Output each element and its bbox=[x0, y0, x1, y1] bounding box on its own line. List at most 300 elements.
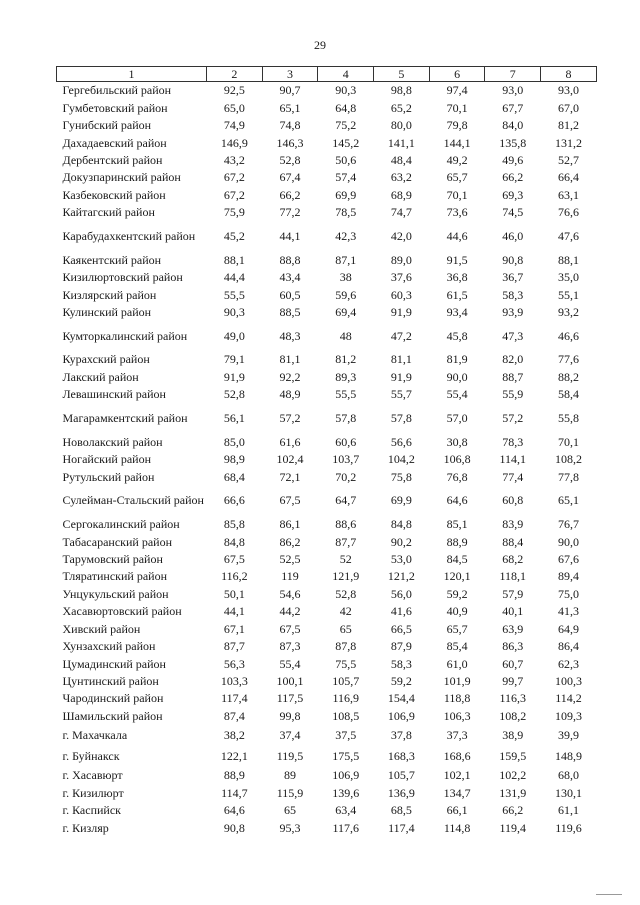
table-row bbox=[57, 304, 597, 321]
row-name-cell: Лакский район bbox=[62, 369, 139, 384]
value-cell-col4: 38 bbox=[339, 270, 352, 285]
value-cell-col6: 168,6 bbox=[443, 749, 471, 764]
row-name-cell: Хунзахский район bbox=[62, 639, 156, 654]
value-cell-col8: 68,0 bbox=[557, 768, 579, 783]
value-cell-col3: 54,6 bbox=[279, 586, 301, 601]
value-cell-col3: 52,5 bbox=[279, 551, 301, 566]
table-row bbox=[57, 516, 597, 533]
value-cell-col6: 49,2 bbox=[446, 152, 468, 167]
value-cell-col5: 69,9 bbox=[390, 493, 412, 508]
table-body bbox=[57, 82, 597, 837]
row-name-cell: Курахский район bbox=[62, 352, 150, 367]
value-cell-col7: 38,9 bbox=[502, 728, 524, 743]
value-cell-col4: 60,6 bbox=[335, 434, 357, 449]
value-cell-col6: 65,7 bbox=[446, 621, 468, 636]
value-cell-col4: 69,9 bbox=[335, 187, 357, 202]
value-cell-col2: 90,8 bbox=[223, 820, 245, 835]
value-cell-col5: 91,9 bbox=[390, 369, 412, 384]
value-cell-col3: 119,5 bbox=[276, 749, 304, 764]
value-cell-col4: 63,4 bbox=[335, 803, 357, 818]
value-cell-col8: 58,4 bbox=[557, 387, 579, 402]
value-cell-col6: 36,8 bbox=[446, 270, 468, 285]
value-cell-col7: 40,1 bbox=[502, 604, 524, 619]
row-name-cell: Хасавюртовский район bbox=[62, 604, 182, 619]
value-cell-col3: 90,7 bbox=[279, 83, 301, 98]
value-cell-col7: 88,7 bbox=[502, 369, 524, 384]
value-cell-col7: 93,9 bbox=[502, 305, 524, 320]
value-cell-col7: 82,0 bbox=[502, 352, 524, 367]
value-cell-col8: 109,3 bbox=[554, 708, 582, 723]
value-cell-col4: 55,5 bbox=[335, 387, 357, 402]
value-cell-col7: 68,2 bbox=[502, 551, 524, 566]
value-cell-col6: 118,8 bbox=[443, 691, 471, 706]
value-cell-col6: 79,8 bbox=[446, 118, 468, 133]
table-row bbox=[57, 134, 597, 151]
value-cell-col8: 90,0 bbox=[557, 534, 579, 549]
value-cell-col3: 117,5 bbox=[276, 691, 304, 706]
value-cell-col2: 103,3 bbox=[220, 674, 248, 689]
value-cell-col4: 103,7 bbox=[332, 452, 360, 467]
value-cell-col7: 66,2 bbox=[502, 170, 524, 185]
value-cell-col2: 84,8 bbox=[223, 534, 245, 549]
value-cell-col5: 57,8 bbox=[390, 411, 412, 426]
value-cell-col6: 57,0 bbox=[446, 411, 468, 426]
value-cell-col8: 66,4 bbox=[557, 170, 579, 185]
table-row bbox=[57, 819, 597, 836]
row-name-cell: Карабудахкентский район bbox=[62, 229, 196, 243]
value-cell-col6: 76,8 bbox=[446, 469, 468, 484]
value-cell-col4: 145,2 bbox=[332, 135, 360, 150]
value-cell-col6: 37,3 bbox=[446, 728, 468, 743]
value-cell-col8: 52,7 bbox=[557, 152, 579, 167]
value-cell-col8: 88,1 bbox=[557, 252, 579, 267]
value-cell-col3: 119 bbox=[281, 569, 299, 584]
row-name-cell: Тарумовский район bbox=[62, 551, 163, 566]
value-cell-col5: 63,2 bbox=[390, 170, 412, 185]
value-cell-col5: 59,2 bbox=[390, 674, 412, 689]
value-cell-col8: 148,9 bbox=[554, 749, 582, 764]
header-cell-8: 8 bbox=[541, 67, 597, 82]
value-cell-col7: 118,1 bbox=[499, 569, 527, 584]
table-row bbox=[57, 82, 597, 100]
value-cell-col2: 44,4 bbox=[223, 270, 245, 285]
value-cell-col2: 74,9 bbox=[223, 118, 245, 133]
value-cell-col2: 92,5 bbox=[223, 83, 245, 98]
table-row bbox=[57, 404, 597, 434]
value-cell-col8: 77,6 bbox=[557, 352, 579, 367]
value-cell-col3: 81,1 bbox=[279, 352, 301, 367]
value-cell-col4: 57,4 bbox=[335, 170, 357, 185]
value-cell-col6: 97,4 bbox=[446, 83, 468, 98]
value-cell-col4: 116,9 bbox=[332, 691, 359, 706]
value-cell-col2: 116,2 bbox=[221, 569, 248, 584]
value-cell-col7: 69,3 bbox=[502, 187, 524, 202]
row-name-cell: Ногайский район bbox=[62, 452, 152, 467]
value-cell-col6: 134,7 bbox=[443, 785, 471, 800]
value-cell-col3: 146,3 bbox=[276, 135, 304, 150]
value-cell-col2: 43,2 bbox=[223, 152, 245, 167]
value-cell-col3: 48,3 bbox=[279, 328, 301, 343]
value-cell-col6: 66,1 bbox=[446, 803, 468, 818]
row-name-cell: Новолакский район bbox=[62, 434, 163, 449]
value-cell-col7: 57,9 bbox=[502, 586, 524, 601]
value-cell-col2: 90,3 bbox=[223, 305, 245, 320]
value-cell-col7: 49,6 bbox=[502, 152, 524, 167]
value-cell-col6: 102,1 bbox=[443, 768, 471, 783]
value-cell-col3: 102,4 bbox=[276, 452, 304, 467]
value-cell-col5: 74,7 bbox=[390, 205, 412, 220]
header-row bbox=[57, 67, 597, 82]
value-cell-col5: 90,2 bbox=[390, 534, 412, 549]
table-row bbox=[57, 785, 597, 802]
value-cell-col5: 56,0 bbox=[390, 586, 412, 601]
value-cell-col2: 88,1 bbox=[223, 252, 245, 267]
row-name-cell: г. Хасавюрт bbox=[62, 768, 123, 783]
value-cell-col2: 56,1 bbox=[223, 411, 245, 426]
value-cell-col4: 87,1 bbox=[335, 252, 357, 267]
value-cell-col6: 101,9 bbox=[443, 674, 471, 689]
value-cell-col8: 55,8 bbox=[557, 411, 579, 426]
value-cell-col4: 87,7 bbox=[335, 534, 357, 549]
value-cell-col5: 56,6 bbox=[390, 434, 412, 449]
row-name-cell: Дербентский район bbox=[62, 152, 163, 167]
value-cell-col2: 117,4 bbox=[221, 691, 248, 706]
value-cell-col4: 65 bbox=[339, 621, 352, 636]
header-cell-3: 3 bbox=[262, 67, 318, 82]
value-cell-col8: 119,6 bbox=[555, 820, 582, 835]
value-cell-col2: 68,4 bbox=[223, 469, 245, 484]
value-cell-col2: 122,1 bbox=[220, 749, 248, 764]
value-cell-col8: 67,0 bbox=[557, 100, 579, 115]
value-cell-col5: 106,9 bbox=[387, 708, 415, 723]
value-cell-col2: 66,6 bbox=[223, 493, 245, 508]
value-cell-col8: 131,2 bbox=[554, 135, 582, 150]
value-cell-col7: 77,4 bbox=[502, 469, 524, 484]
table-row bbox=[57, 386, 597, 403]
value-cell-col8: 64,9 bbox=[557, 621, 579, 636]
value-cell-col3: 67,4 bbox=[279, 170, 301, 185]
table-row bbox=[57, 802, 597, 819]
value-cell-col7: 74,5 bbox=[502, 205, 524, 220]
row-name-cell: Рутульский район bbox=[62, 469, 155, 484]
value-cell-col5: 136,9 bbox=[387, 785, 415, 800]
row-name-cell: Кизлярский район bbox=[62, 287, 157, 302]
value-cell-col3: 65,1 bbox=[279, 100, 301, 115]
value-cell-col6: 91,5 bbox=[446, 252, 468, 267]
value-cell-col7: 108,2 bbox=[499, 708, 527, 723]
value-cell-col3: 86,2 bbox=[279, 534, 301, 549]
value-cell-col3: 99,8 bbox=[279, 708, 301, 723]
table-row bbox=[57, 321, 597, 351]
value-cell-col7: 46,0 bbox=[502, 229, 524, 243]
value-cell-col2: 56,3 bbox=[223, 656, 245, 671]
value-cell-col4: 106,9 bbox=[332, 768, 360, 783]
value-cell-col8: 130,1 bbox=[554, 785, 582, 800]
value-cell-col8: 70,1 bbox=[557, 434, 579, 449]
value-cell-col5: 47,2 bbox=[390, 328, 412, 343]
row-name-cell: Табасаранский район bbox=[62, 534, 173, 549]
value-cell-col7: 60,7 bbox=[502, 656, 524, 671]
value-cell-col3: 74,8 bbox=[279, 118, 301, 133]
value-cell-col7: 119,4 bbox=[499, 820, 527, 835]
row-name-cell: Гумбетовский район bbox=[62, 100, 168, 115]
value-cell-col7: 114,1 bbox=[499, 452, 527, 467]
row-name-cell: г. Махачкала bbox=[62, 728, 128, 743]
table-row bbox=[57, 468, 597, 485]
value-cell-col5: 154,4 bbox=[387, 691, 415, 706]
value-cell-col6: 65,7 bbox=[446, 170, 468, 185]
value-cell-col7: 55,9 bbox=[502, 387, 524, 402]
value-cell-col7: 60,8 bbox=[502, 493, 524, 508]
row-name-cell: г. Каспийск bbox=[62, 803, 121, 818]
table-row bbox=[57, 222, 597, 252]
table-row bbox=[57, 551, 597, 568]
table-row bbox=[57, 746, 597, 767]
value-cell-col3: 44,2 bbox=[279, 604, 301, 619]
value-cell-col3: 88,8 bbox=[279, 252, 301, 267]
table-row bbox=[57, 269, 597, 286]
scan-edge-mark bbox=[596, 894, 622, 895]
value-cell-col2: 67,2 bbox=[223, 187, 245, 202]
value-cell-col5: 55,7 bbox=[390, 387, 412, 402]
table-row bbox=[57, 533, 597, 550]
value-cell-col6: 93,4 bbox=[446, 305, 468, 320]
value-cell-col8: 100,3 bbox=[554, 674, 582, 689]
value-cell-col7: 83,9 bbox=[502, 517, 524, 532]
header-cell-2: 2 bbox=[207, 67, 263, 82]
row-name-cell: Левашинский район bbox=[62, 387, 166, 402]
value-cell-col7: 78,3 bbox=[502, 434, 524, 449]
table-row bbox=[57, 708, 597, 725]
value-cell-col5: 41,6 bbox=[390, 604, 412, 619]
value-cell-col5: 121,2 bbox=[387, 569, 415, 584]
value-cell-col5: 117,4 bbox=[388, 820, 415, 835]
row-name-cell: Тляратинский район bbox=[62, 569, 168, 584]
value-cell-col5: 141,1 bbox=[387, 135, 415, 150]
value-cell-col2: 67,2 bbox=[223, 170, 245, 185]
value-cell-col3: 43,4 bbox=[279, 270, 301, 285]
value-cell-col3: 89 bbox=[284, 768, 297, 783]
table-row bbox=[57, 486, 597, 516]
table-row bbox=[57, 621, 597, 638]
value-cell-col8: 35,0 bbox=[557, 270, 579, 285]
value-cell-col7: 67,7 bbox=[502, 100, 524, 115]
value-cell-col5: 42,0 bbox=[390, 229, 412, 243]
value-cell-col4: 89,3 bbox=[335, 369, 357, 384]
row-name-cell: Цунтинский район bbox=[62, 674, 159, 689]
value-cell-col4: 175,5 bbox=[332, 749, 360, 764]
value-cell-col2: 49,0 bbox=[223, 328, 245, 343]
value-cell-col2: 45,2 bbox=[223, 229, 245, 243]
value-cell-col4: 108,5 bbox=[332, 708, 360, 723]
value-cell-col7: 36,7 bbox=[502, 270, 524, 285]
value-cell-col3: 48,9 bbox=[279, 387, 301, 402]
table-row bbox=[57, 152, 597, 169]
header-cell-7: 7 bbox=[485, 67, 541, 82]
header-cell-6: 6 bbox=[429, 67, 485, 82]
table-header bbox=[57, 67, 597, 82]
value-cell-col3: 100,1 bbox=[276, 674, 304, 689]
value-cell-col6: 70,1 bbox=[446, 100, 468, 115]
value-cell-col8: 63,1 bbox=[557, 187, 579, 202]
row-name-cell: Дахадаевский район bbox=[62, 135, 167, 150]
value-cell-col7: 66,2 bbox=[502, 803, 524, 818]
value-cell-col3: 115,9 bbox=[276, 785, 304, 800]
value-cell-col8: 89,4 bbox=[557, 569, 579, 584]
row-name-cell: Сергокалинский район bbox=[62, 517, 180, 532]
row-name-cell: Кайтагский район bbox=[62, 205, 155, 220]
table-row bbox=[57, 451, 597, 468]
header-cell-4: 4 bbox=[318, 67, 374, 82]
value-cell-col5: 66,5 bbox=[390, 621, 412, 636]
row-name-cell: Казбековский район bbox=[62, 187, 166, 202]
value-cell-col6: 40,9 bbox=[446, 604, 468, 619]
value-cell-col7: 135,8 bbox=[499, 135, 527, 150]
value-cell-col5: 104,2 bbox=[387, 452, 415, 467]
table-row bbox=[57, 673, 597, 690]
value-cell-col6: 106,8 bbox=[443, 452, 471, 467]
value-cell-col2: 87,7 bbox=[223, 639, 245, 654]
table-row bbox=[57, 351, 597, 368]
value-cell-col4: 52 bbox=[339, 551, 352, 566]
value-cell-col4: 87,8 bbox=[335, 639, 357, 654]
value-cell-col2: 50,1 bbox=[223, 586, 245, 601]
value-cell-col5: 168,3 bbox=[387, 749, 415, 764]
value-cell-col6: 84,5 bbox=[446, 551, 468, 566]
value-cell-col5: 65,2 bbox=[390, 100, 412, 115]
row-name-cell: Унцукульский район bbox=[62, 586, 169, 601]
value-cell-col4: 139,6 bbox=[332, 785, 360, 800]
value-cell-col5: 60,3 bbox=[390, 287, 412, 302]
value-cell-col4: 64,7 bbox=[335, 493, 357, 508]
table-row bbox=[57, 767, 597, 784]
row-name-cell: Хивский район bbox=[62, 621, 141, 636]
page-number: 29 bbox=[314, 38, 326, 52]
value-cell-col2: 85,0 bbox=[223, 434, 245, 449]
value-cell-col3: 95,3 bbox=[279, 820, 301, 835]
value-cell-col7: 93,0 bbox=[502, 83, 524, 98]
value-cell-col7: 63,9 bbox=[502, 621, 524, 636]
header-cell-5: 5 bbox=[374, 67, 430, 82]
value-cell-col7: 86,3 bbox=[502, 639, 524, 654]
table-row bbox=[57, 99, 597, 116]
value-cell-col4: 70,2 bbox=[335, 469, 357, 484]
value-cell-col8: 108,2 bbox=[554, 452, 582, 467]
row-name-cell: Цумадинский район bbox=[62, 656, 166, 671]
value-cell-col4: 90,3 bbox=[335, 83, 357, 98]
value-cell-col8: 39,9 bbox=[557, 728, 579, 743]
value-cell-col7: 57,2 bbox=[502, 411, 524, 426]
value-cell-col6: 61,5 bbox=[446, 287, 468, 302]
row-name-cell: г. Буйнакск bbox=[62, 749, 120, 764]
row-name-cell: г. Кизляр bbox=[62, 820, 109, 835]
table-row bbox=[57, 369, 597, 386]
value-cell-col5: 37,8 bbox=[390, 728, 412, 743]
value-cell-col4: 42 bbox=[339, 604, 352, 619]
value-cell-col4: 52,8 bbox=[335, 586, 357, 601]
row-name-cell: Кулинский район bbox=[62, 305, 152, 320]
value-cell-col2: 67,1 bbox=[223, 621, 245, 636]
table-row bbox=[57, 187, 597, 204]
value-cell-col5: 48,4 bbox=[390, 152, 412, 167]
value-cell-col3: 61,6 bbox=[279, 434, 301, 449]
value-cell-col8: 75,0 bbox=[557, 586, 579, 601]
value-cell-col7: 131,9 bbox=[499, 785, 527, 800]
table-row bbox=[57, 603, 597, 620]
row-name-cell: Кумторкалинский район bbox=[62, 328, 188, 343]
value-cell-col6: 45,8 bbox=[446, 328, 468, 343]
value-cell-col3: 72,1 bbox=[279, 469, 301, 484]
value-cell-col6: 55,4 bbox=[446, 387, 468, 402]
value-cell-col4: 81,2 bbox=[335, 352, 357, 367]
table-row bbox=[57, 252, 597, 269]
table-row bbox=[57, 586, 597, 603]
value-cell-col6: 88,9 bbox=[446, 534, 468, 549]
value-cell-col5: 68,5 bbox=[390, 803, 412, 818]
value-cell-col2: 52,8 bbox=[223, 387, 245, 402]
value-cell-col2: 44,1 bbox=[223, 604, 245, 619]
value-cell-col2: 91,9 bbox=[223, 369, 245, 384]
value-cell-col8: 76,7 bbox=[557, 517, 579, 532]
value-cell-col6: 114,8 bbox=[443, 820, 471, 835]
value-cell-col5: 58,3 bbox=[390, 656, 412, 671]
value-cell-col3: 65 bbox=[284, 803, 297, 818]
value-cell-col8: 76,6 bbox=[557, 205, 579, 220]
table-row bbox=[57, 638, 597, 655]
value-cell-col5: 53,0 bbox=[390, 551, 412, 566]
value-cell-col4: 48 bbox=[339, 328, 352, 343]
row-name-cell: Чародинский район bbox=[62, 691, 164, 706]
table-row bbox=[57, 169, 597, 186]
row-name-cell: Каякентский район bbox=[62, 252, 162, 267]
value-cell-col4: 50,6 bbox=[335, 152, 357, 167]
value-cell-col6: 59,2 bbox=[446, 586, 468, 601]
value-cell-col8: 77,8 bbox=[557, 469, 579, 484]
value-cell-col4: 121,9 bbox=[332, 569, 360, 584]
row-name-cell: Шамильский район bbox=[62, 708, 163, 723]
value-cell-col4: 105,7 bbox=[332, 674, 360, 689]
value-cell-col6: 120,1 bbox=[443, 569, 471, 584]
row-name-cell: Гергебильский район bbox=[62, 83, 172, 98]
value-cell-col4: 59,6 bbox=[335, 287, 357, 302]
value-cell-col3: 77,2 bbox=[279, 205, 301, 220]
value-cell-col6: 61,0 bbox=[446, 656, 468, 671]
row-name-cell: Гунибский район bbox=[62, 118, 152, 133]
value-cell-col7: 159,5 bbox=[499, 749, 527, 764]
value-cell-col5: 80,0 bbox=[390, 118, 412, 133]
value-cell-col5: 87,9 bbox=[390, 639, 412, 654]
table-row bbox=[57, 117, 597, 134]
value-cell-col8: 47,6 bbox=[557, 229, 579, 243]
value-cell-col6: 106,3 bbox=[443, 708, 471, 723]
value-cell-col8: 55,1 bbox=[557, 287, 579, 302]
value-cell-col7: 84,0 bbox=[502, 118, 524, 133]
value-cell-col5: 98,8 bbox=[390, 83, 412, 98]
value-cell-col2: 88,9 bbox=[223, 768, 245, 783]
value-cell-col7: 88,4 bbox=[502, 534, 524, 549]
value-cell-col6: 44,6 bbox=[446, 229, 468, 243]
table-row bbox=[57, 434, 597, 451]
value-cell-col8: 114,2 bbox=[555, 691, 582, 706]
value-cell-col7: 99,7 bbox=[502, 674, 524, 689]
value-cell-col5: 81,1 bbox=[390, 352, 412, 367]
value-cell-col7: 47,3 bbox=[502, 328, 524, 343]
value-cell-col4: 75,5 bbox=[335, 656, 357, 671]
value-cell-col7: 58,3 bbox=[502, 287, 524, 302]
row-name-cell: Сулейман-Стальский район bbox=[62, 493, 204, 508]
row-name-cell: Кизилюртовский район bbox=[62, 270, 183, 285]
value-cell-col3: 60,5 bbox=[279, 287, 301, 302]
